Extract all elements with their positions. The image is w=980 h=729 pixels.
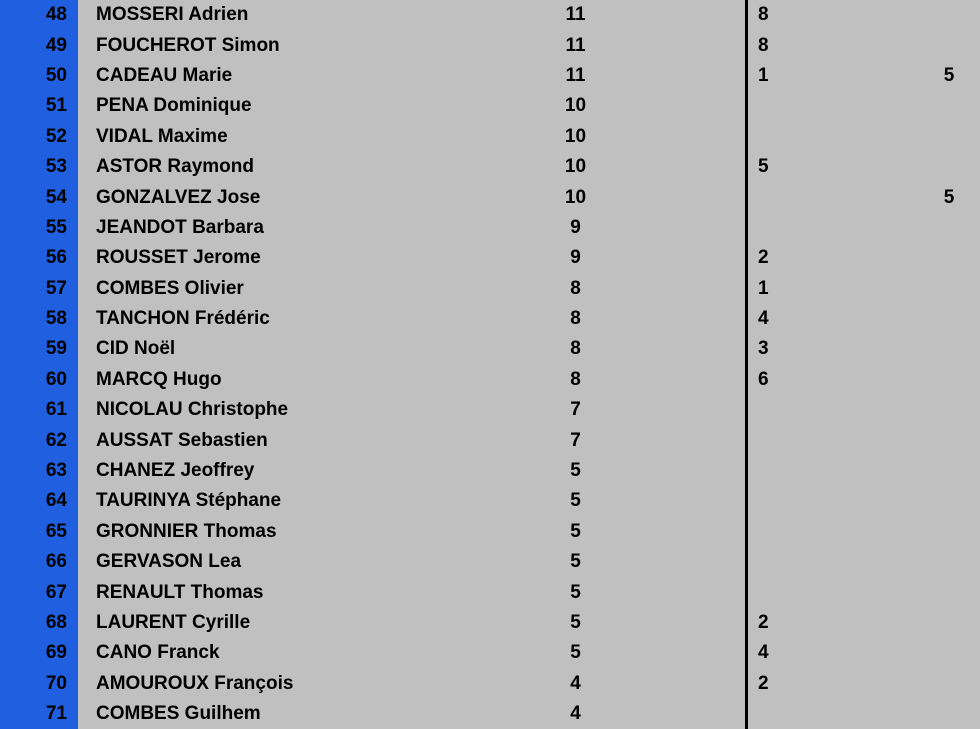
- score-b-cell: [917, 334, 980, 364]
- rank-cell: 56: [0, 243, 78, 273]
- score-b-cell: [917, 243, 980, 273]
- spacer-cell: [633, 213, 747, 243]
- points-cell: 10: [564, 95, 587, 117]
- spacer-cell: [867, 274, 917, 304]
- name-cell: JEANDOT Barbara: [96, 216, 264, 238]
- points-cell: 9: [570, 247, 581, 269]
- table-row: [0, 547, 980, 577]
- table-row: [0, 699, 980, 729]
- name-cell: RENAULT Thomas: [96, 581, 264, 603]
- spacer-cell: [633, 152, 747, 182]
- spacer-cell: [633, 61, 747, 91]
- table-row: [0, 517, 980, 547]
- points-cell: 9: [570, 216, 581, 238]
- spacer-cell: [633, 274, 747, 304]
- score-b-cell: [917, 456, 980, 486]
- spacer-cell: [633, 669, 747, 699]
- score-b-cell: 5: [943, 186, 955, 208]
- spacer-cell: [633, 182, 747, 212]
- rank-cell: 54: [0, 182, 78, 212]
- name-cell: CHANEZ Jeoffrey: [96, 460, 255, 482]
- spacer-cell: [633, 334, 747, 364]
- spacer-cell: [867, 334, 917, 364]
- points-cell: 5: [570, 460, 581, 482]
- name-cell: LAURENT Cyrille: [96, 612, 251, 633]
- spacer-cell: [867, 182, 917, 212]
- score-b-cell: 5: [943, 64, 955, 86]
- spacer-cell: [633, 547, 747, 577]
- table-row: [0, 577, 980, 607]
- table-row: [0, 669, 980, 699]
- spacer-cell: [867, 152, 917, 182]
- spacer-cell: [633, 0, 747, 30]
- rank-cell: 69: [0, 638, 78, 668]
- spacer-cell: [867, 395, 917, 425]
- points-cell: 5: [570, 642, 581, 664]
- score-a-cell: 8: [747, 30, 867, 60]
- score-a-cell: [747, 456, 867, 486]
- score-b-cell: [917, 577, 980, 607]
- points-cell: 5: [570, 490, 581, 512]
- points-cell: 8: [570, 368, 581, 390]
- rank-cell: 62: [0, 425, 78, 455]
- score-a-cell: 4: [747, 638, 867, 668]
- name-cell: GRONNIER Thomas: [96, 520, 277, 542]
- spacer-cell: [867, 91, 917, 121]
- points-cell: 7: [570, 399, 581, 421]
- score-b-cell: [917, 699, 980, 729]
- score-b-cell: [917, 547, 980, 577]
- spacer-cell: [867, 669, 917, 699]
- spacer-cell: [867, 304, 917, 334]
- spacer-cell: [633, 517, 747, 547]
- spacer-cell: [867, 577, 917, 607]
- spacer-cell: [633, 456, 747, 486]
- score-a-cell: [747, 122, 867, 152]
- spacer-cell: [867, 365, 917, 395]
- score-b-cell: [917, 486, 980, 516]
- name-cell: FOUCHEROT Simon: [96, 34, 280, 56]
- name-cell: CADEAU Marie: [96, 64, 233, 86]
- name-cell: ASTOR Raymond: [96, 156, 255, 178]
- rank-cell: 51: [0, 91, 78, 121]
- spacer-cell: [867, 699, 917, 729]
- score-b-cell: [917, 395, 980, 425]
- points-cell: 4: [570, 672, 581, 694]
- rank-cell: 65: [0, 517, 78, 547]
- table-row: [0, 61, 980, 91]
- rank-cell: 49: [0, 30, 78, 60]
- rank-cell: 63: [0, 456, 78, 486]
- rank-cell: 57: [0, 274, 78, 304]
- table-row: [0, 456, 980, 486]
- name-cell: ROUSSET Jerome: [96, 247, 261, 269]
- spacer-cell: [867, 517, 917, 547]
- score-a-cell: [747, 699, 867, 729]
- score-b-cell: [917, 0, 980, 30]
- name-cell: COMBES Olivier: [96, 277, 244, 299]
- spacer-cell: [867, 61, 917, 91]
- score-a-cell: [747, 91, 867, 121]
- table-row: [0, 365, 980, 395]
- rank-cell: 50: [0, 61, 78, 91]
- name-cell: TAURINYA Stéphane: [96, 490, 282, 512]
- score-b-cell: [917, 669, 980, 699]
- spacer-cell: [867, 30, 917, 60]
- spacer-cell: [633, 122, 747, 152]
- score-a-cell: 2: [747, 669, 867, 699]
- points-cell: 5: [570, 612, 581, 633]
- spacer-cell: [633, 304, 747, 334]
- rank-cell: 66: [0, 547, 78, 577]
- score-a-cell: 8: [747, 0, 867, 30]
- spacer-cell: [867, 456, 917, 486]
- score-a-cell: 2: [747, 608, 867, 638]
- score-a-cell: [747, 395, 867, 425]
- score-b-cell: [917, 365, 980, 395]
- table-row: [0, 213, 980, 243]
- name-cell: COMBES Guilhem: [96, 703, 261, 725]
- points-cell: 11: [565, 64, 586, 86]
- score-a-cell: [747, 182, 867, 212]
- score-b-cell: [917, 122, 980, 152]
- table-row: [0, 395, 980, 425]
- spacer-cell: [633, 699, 747, 729]
- score-a-cell: 4: [747, 304, 867, 334]
- score-a-cell: 2: [747, 243, 867, 273]
- table-row: [0, 425, 980, 455]
- table-row: [0, 152, 980, 182]
- points-cell: 4: [570, 703, 581, 725]
- points-cell: 10: [564, 156, 587, 178]
- rank-cell: 60: [0, 365, 78, 395]
- name-cell: VIDAL Maxime: [96, 125, 228, 147]
- points-cell: 5: [570, 551, 581, 573]
- score-a-cell: 5: [747, 152, 867, 182]
- score-b-cell: [917, 608, 980, 638]
- spacer-cell: [867, 0, 917, 30]
- score-a-cell: [747, 547, 867, 577]
- table-row: [0, 608, 980, 638]
- table-row: [0, 122, 980, 152]
- score-a-cell: 1: [747, 61, 867, 91]
- name-cell: CID Noël: [96, 338, 176, 360]
- points-cell: 7: [570, 429, 581, 451]
- rank-cell: 58: [0, 304, 78, 334]
- score-b-cell: [917, 425, 980, 455]
- table-row: [0, 243, 980, 273]
- rank-cell: 59: [0, 334, 78, 364]
- rank-cell: 64: [0, 486, 78, 516]
- spacer-cell: [633, 395, 747, 425]
- name-cell: GONZALVEZ Jose: [96, 186, 261, 208]
- spacer-cell: [867, 425, 917, 455]
- spacer-cell: [867, 486, 917, 516]
- score-a-cell: [747, 486, 867, 516]
- table-row: [0, 304, 980, 334]
- rank-cell: 68: [0, 608, 78, 638]
- spacer-cell: [633, 486, 747, 516]
- spacer-cell: [633, 30, 747, 60]
- points-cell: 5: [570, 581, 581, 603]
- score-b-cell: [917, 91, 980, 121]
- name-cell: CANO Franck: [96, 642, 220, 664]
- table-row: [0, 274, 980, 304]
- points-cell: 11: [565, 4, 586, 26]
- points-cell: 5: [570, 520, 581, 542]
- score-a-cell: 3: [747, 334, 867, 364]
- rank-cell: 48: [0, 0, 78, 30]
- rank-cell: 55: [0, 213, 78, 243]
- score-b-cell: [917, 152, 980, 182]
- score-b-cell: [917, 30, 980, 60]
- score-b-cell: [917, 274, 980, 304]
- name-cell: AMOUROUX François: [96, 672, 294, 694]
- spacer-cell: [633, 577, 747, 607]
- points-cell: 10: [564, 186, 587, 208]
- score-a-cell: [747, 517, 867, 547]
- rank-cell: 52: [0, 122, 78, 152]
- name-cell: PENA Dominique: [96, 95, 252, 117]
- spacer-cell: [633, 365, 747, 395]
- table-row: [0, 486, 980, 516]
- score-a-cell: [747, 577, 867, 607]
- name-cell: NICOLAU Christophe: [96, 399, 289, 421]
- name-cell: TANCHON Frédéric: [96, 308, 270, 330]
- score-a-cell: [747, 213, 867, 243]
- score-b-cell: [917, 304, 980, 334]
- points-cell: 10: [564, 125, 587, 147]
- name-cell: AUSSAT Sebastien: [96, 429, 268, 451]
- rank-cell: 53: [0, 152, 78, 182]
- points-cell: 8: [570, 308, 581, 330]
- table-row: [0, 182, 980, 212]
- spacer-cell: [867, 122, 917, 152]
- score-a-cell: 6: [747, 365, 867, 395]
- name-cell: GERVASON Lea: [96, 551, 242, 573]
- spacer-cell: [633, 425, 747, 455]
- spacer-cell: [633, 608, 747, 638]
- table-row: [0, 30, 980, 60]
- rank-cell: 70: [0, 669, 78, 699]
- score-b-cell: [917, 213, 980, 243]
- rank-cell: 61: [0, 395, 78, 425]
- spacer-cell: [867, 547, 917, 577]
- spacer-cell: [867, 608, 917, 638]
- spacer-cell: [633, 91, 747, 121]
- points-cell: 8: [570, 338, 581, 360]
- table-row: [0, 91, 980, 121]
- score-a-cell: 1: [747, 274, 867, 304]
- spacer-cell: [633, 638, 747, 668]
- name-cell: MARCQ Hugo: [96, 368, 222, 390]
- spacer-cell: [633, 243, 747, 273]
- score-b-cell: [917, 638, 980, 668]
- table-row: [0, 0, 980, 30]
- points-cell: 8: [570, 277, 581, 299]
- spacer-cell: [867, 638, 917, 668]
- table-row: [0, 334, 980, 364]
- spacer-cell: [867, 243, 917, 273]
- name-cell: MOSSERI Adrien: [96, 4, 249, 26]
- score-b-cell: [917, 517, 980, 547]
- spacer-cell: [867, 213, 917, 243]
- score-a-cell: [747, 425, 867, 455]
- rank-cell: 67: [0, 577, 78, 607]
- points-cell: 11: [565, 34, 586, 56]
- table-row: [0, 638, 980, 668]
- rank-cell: 71: [0, 699, 78, 729]
